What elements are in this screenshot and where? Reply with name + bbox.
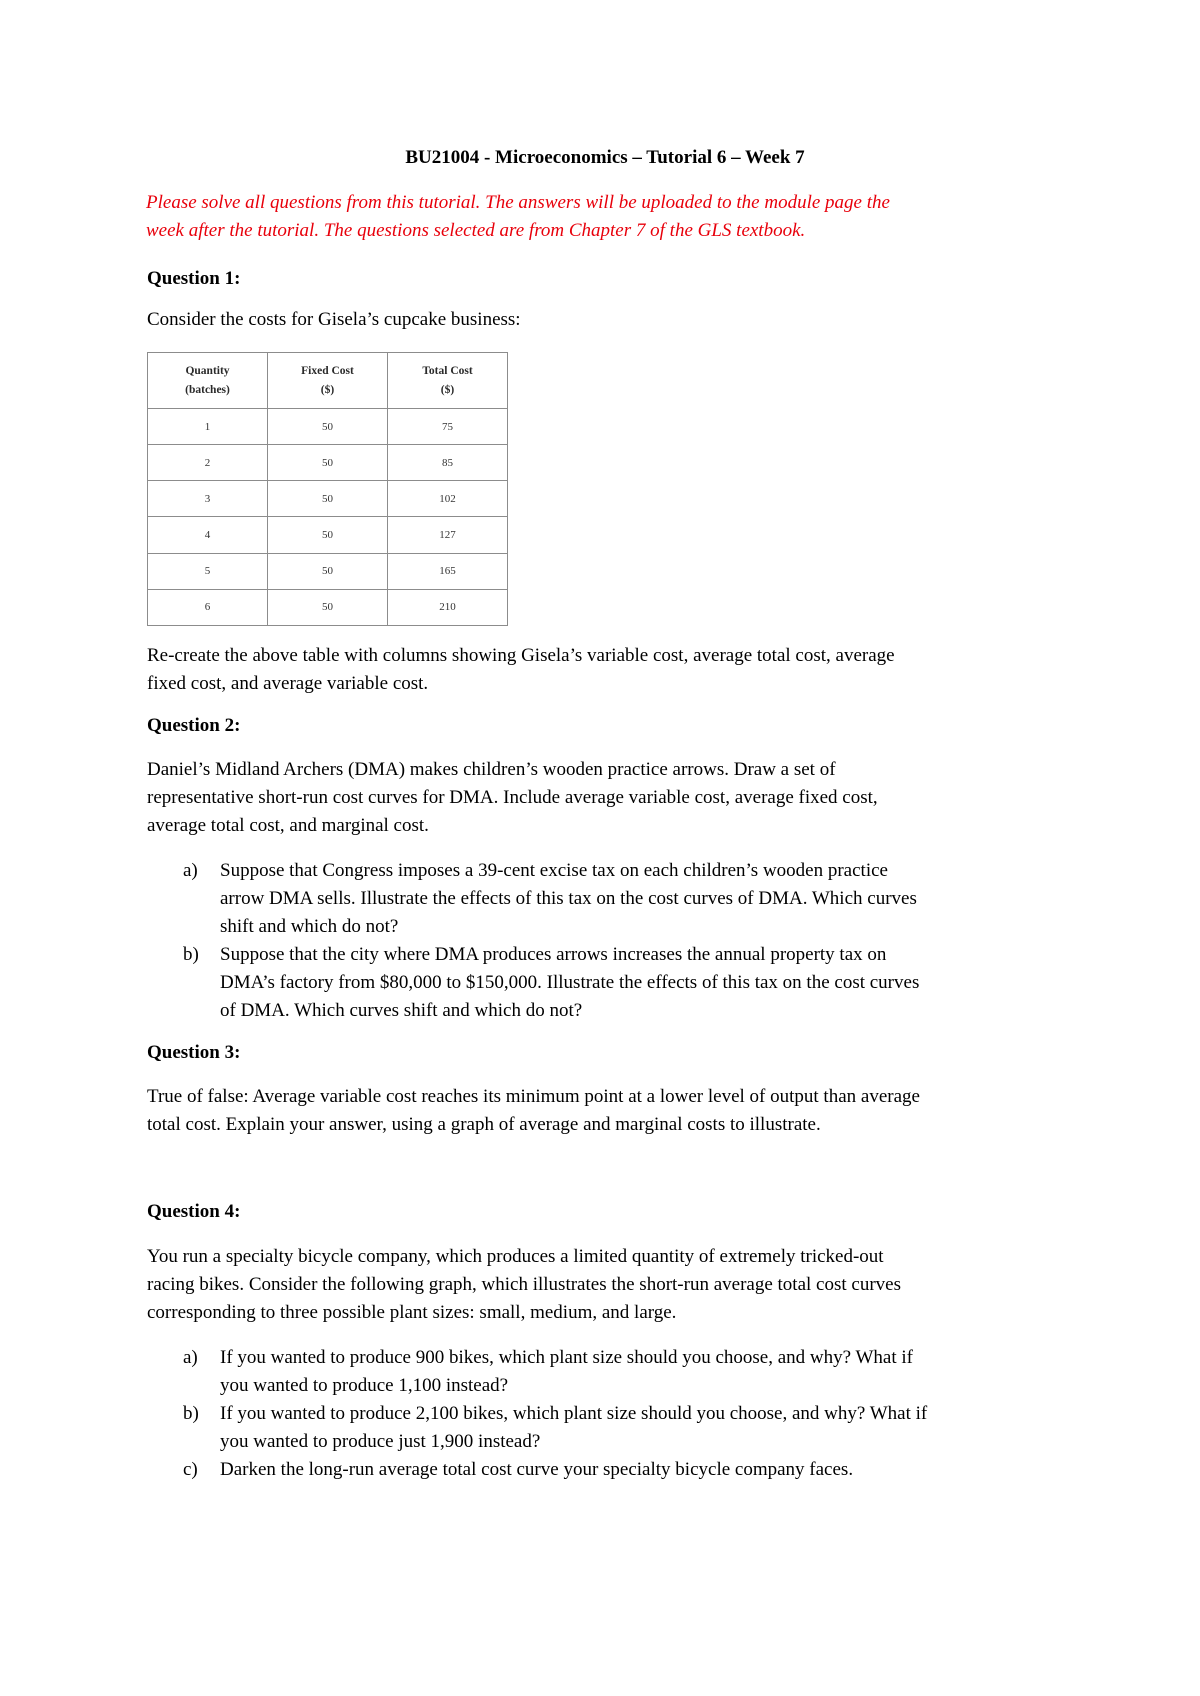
text-line: racing bikes. Consider the following graph, which illustrates the short-run average total cost curves <box>147 1274 901 1295</box>
question-3-heading: Question 3: <box>147 1042 241 1063</box>
text-line: True of false: Average variable cost reaches its minimum point at a lower level of output than average <box>147 1086 920 1107</box>
text-line: If you wanted to produce 2,100 bikes, which plant size should you choose, and why? What if <box>220 1403 928 1424</box>
question-4-item-c <box>183 1456 1063 1484</box>
text-line: Daniel’s Midland Archers (DMA) makes children’s wooden practice arrows. Draw a set of <box>147 759 836 780</box>
table-cell: 1 <box>148 409 268 445</box>
table-row <box>148 409 508 445</box>
column-header: Fixed Cost ($) <box>268 353 388 409</box>
table-cell: 6 <box>148 589 268 625</box>
table-row <box>148 445 508 481</box>
text-line: representative short-run cost curves for DMA. Include average variable cost, average fixed cost, <box>147 787 878 808</box>
table-cell: 4 <box>148 517 268 553</box>
question-1-task <box>147 642 895 698</box>
text-line: Suppose that Congress imposes a 39-cent excise tax on each children’s wooden practice <box>220 860 888 881</box>
text-line: of DMA. Which curves shift and which do not? <box>220 1000 583 1021</box>
text-line: Darken the long-run average total cost curve your specialty bicycle company faces. <box>220 1459 854 1480</box>
cost-table <box>147 352 508 626</box>
table-row <box>148 589 508 625</box>
question-4-item-b <box>183 1400 1063 1456</box>
table-row <box>148 553 508 589</box>
question-4-heading: Question 4: <box>147 1201 241 1222</box>
text-line: shift and which do not? <box>220 916 399 937</box>
question-2-item-a <box>183 857 1063 941</box>
question-4-text <box>147 1243 901 1327</box>
note-line: Please solve all questions from this tutorial. The answers will be uploaded to the module page the <box>146 192 890 213</box>
text-line: arrow DMA sells. Illustrate the effects of this tax on the cost curves of DMA. Which curves <box>220 888 917 909</box>
question-2-heading: Question 2: <box>147 715 241 736</box>
table-cell: 50 <box>268 553 388 589</box>
table-row <box>148 481 508 517</box>
list-marker: c) <box>183 1459 198 1480</box>
table-cell: 2 <box>148 445 268 481</box>
table-cell: 3 <box>148 481 268 517</box>
question-2-text <box>147 756 878 840</box>
text-line: DMA’s factory from $80,000 to $150,000. Illustrate the effects of this tax on the cost curves <box>220 972 920 993</box>
document-title: BU21004 - Microeconomics – Tutorial 6 – Week 7 <box>405 147 805 168</box>
text-line: fixed cost, and average variable cost. <box>147 673 429 694</box>
table-cell: 50 <box>268 481 388 517</box>
table-cell: 50 <box>268 409 388 445</box>
text-line: Re-create the above table with columns showing Gisela’s variable cost, average total cost, average <box>147 645 895 666</box>
table-cell: 50 <box>268 517 388 553</box>
text-line: corresponding to three possible plant sizes: small, medium, and large. <box>147 1302 677 1323</box>
text-line: If you wanted to produce 900 bikes, which plant size should you choose, and why? What if <box>220 1347 913 1368</box>
question-1-heading: Question 1: <box>147 268 241 289</box>
list-marker: b) <box>183 1403 199 1424</box>
question-2-item-b <box>183 941 1063 1025</box>
text-line: total cost. Explain your answer, using a graph of average and marginal costs to illustrate. <box>147 1114 821 1135</box>
list-marker: b) <box>183 944 199 965</box>
text-line: you wanted to produce 1,100 instead? <box>220 1375 509 1396</box>
table-cell: 127 <box>388 517 508 553</box>
table-cell: 210 <box>388 589 508 625</box>
table-cell: 5 <box>148 553 268 589</box>
text-line: Suppose that the city where DMA produces arrows increases the annual property tax on <box>220 944 887 965</box>
table-cell: 50 <box>268 589 388 625</box>
table-cell: 75 <box>388 409 508 445</box>
table-row <box>148 517 508 553</box>
table-cell: 102 <box>388 481 508 517</box>
text-line: average total cost, and marginal cost. <box>147 815 429 836</box>
table-header-row <box>148 353 508 409</box>
column-header: Total Cost ($) <box>388 353 508 409</box>
list-marker: a) <box>183 1347 198 1368</box>
question-4-item-a <box>183 1344 1063 1400</box>
note-line: week after the tutorial. The questions selected are from Chapter 7 of the GLS textbook. <box>146 220 806 241</box>
table-cell: 165 <box>388 553 508 589</box>
text-line: you wanted to produce just 1,900 instead? <box>220 1431 541 1452</box>
table-cell: 85 <box>388 445 508 481</box>
question-1-intro: Consider the costs for Gisela’s cupcake business: <box>147 309 521 330</box>
column-header: Quantity (batches) <box>148 353 268 409</box>
table-cell: 50 <box>268 445 388 481</box>
instructions-note <box>146 189 1066 245</box>
list-marker: a) <box>183 860 198 881</box>
question-3-text <box>147 1083 920 1139</box>
text-line: You run a specialty bicycle company, which produces a limited quantity of extremely tricked-out <box>147 1246 884 1267</box>
